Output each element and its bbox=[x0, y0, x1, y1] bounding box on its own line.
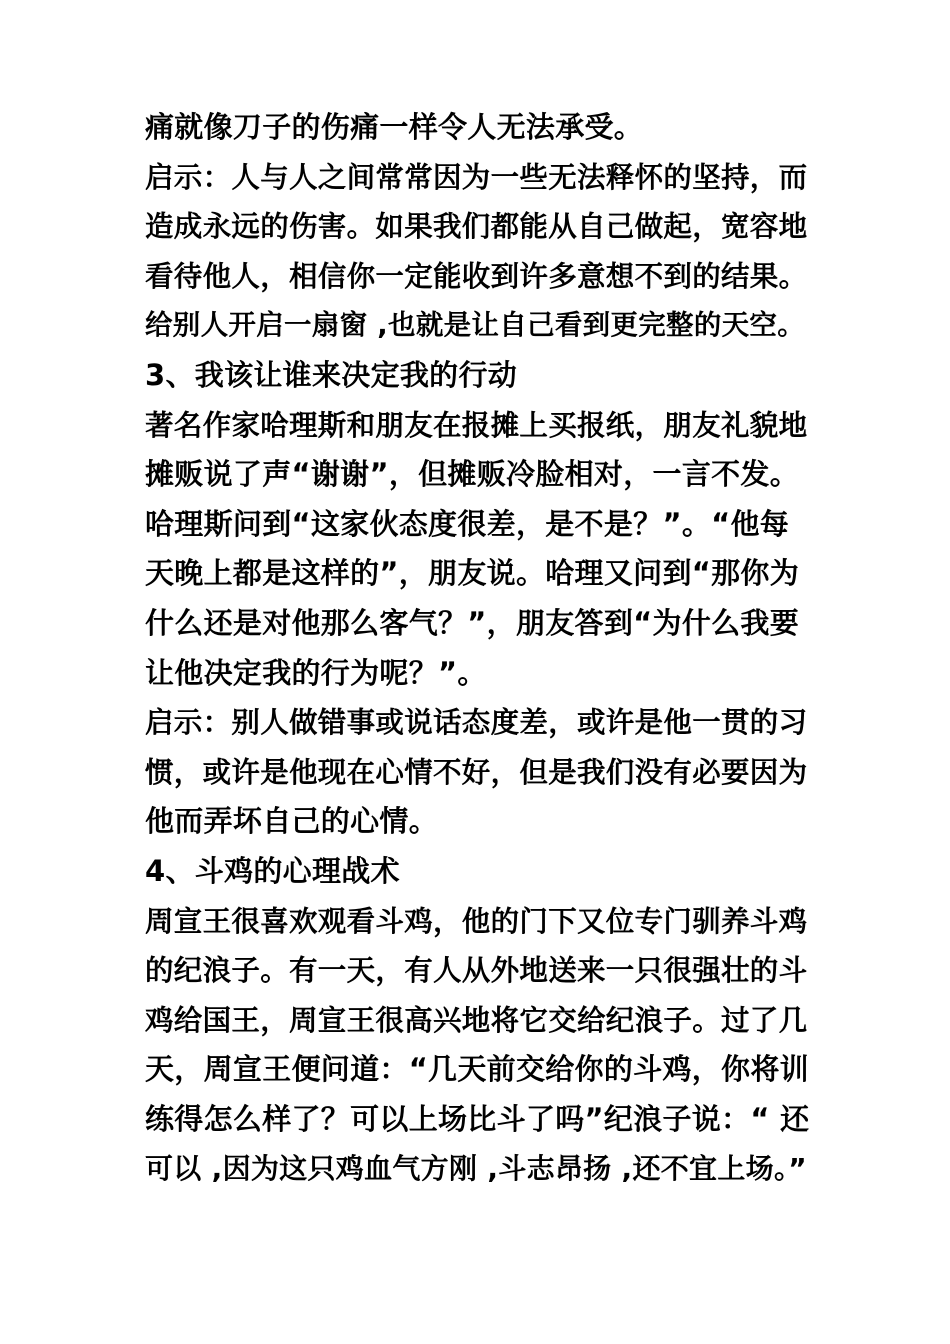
text-line: 的纪浪子。有一天，有人从外地送来一只很强壮的斗 bbox=[145, 954, 808, 988]
text-line: 周宣王很喜欢观看斗鸡，他的门下又位专门驯养斗鸡 bbox=[145, 904, 808, 938]
text-line: 让他决定我的行为呢？”。 bbox=[145, 655, 487, 690]
text-line: 著名作家哈理斯和朋友在报摊上买报纸，朋友礼貌地 bbox=[145, 408, 808, 442]
text-line: 摊贩说了声“谢谢”，但摊贩冷脸相对，一言不发。 bbox=[145, 457, 800, 492]
section-heading: 4、斗鸡的心理战术 bbox=[145, 853, 400, 888]
body-text bbox=[145, 103, 815, 1194]
text-line: 练得怎么样了？可以上场比斗了吗”纪浪子说：“ 还 bbox=[145, 1101, 810, 1136]
text-line: 启示：人与人之间常常因为一些无法释怀的坚持，而 bbox=[145, 160, 808, 194]
text-line: 启示：别人做错事或说话态度差，或许是他一贯的习 bbox=[145, 706, 808, 740]
text-line: 天，周宣王便问道：“几天前交给你的斗鸡，你将训 bbox=[145, 1052, 809, 1087]
text-line: 痛就像刀子的伤痛一样令人无法承受。 bbox=[145, 110, 644, 144]
text-line: 他而弄坏自己的心情。 bbox=[145, 804, 439, 839]
text-line: 造成永远的伤害。如果我们都能从自己做起，宽容地 bbox=[145, 210, 808, 244]
section-heading: 3、我该让谁来决定我的行动 bbox=[145, 357, 518, 392]
text-line: 鸡给国王，周宣王很高兴地将它交给纪浪子。过了几 bbox=[145, 1003, 808, 1037]
text-line: 给别人开启一扇窗 ,也就是让自己看到更完整的天空。 bbox=[145, 309, 806, 342]
text-line: 哈理斯问到“这家伙态度很差，是不是？”。“他每 bbox=[145, 506, 790, 541]
text-line: 可以 ,因为这只鸡血气方刚 ,斗志昂扬 ,还不宜上场。” bbox=[145, 1152, 807, 1186]
text-line: 天晚上都是这样的”，朋友说。哈理又问到“那你为 bbox=[145, 556, 800, 591]
text-line: 什么还是对他那么客气？”，朋友答到“为什么我要 bbox=[145, 605, 800, 640]
text-line: 惯，或许是他现在心情不好，但是我们没有必要因为 bbox=[145, 755, 808, 789]
text-line: 看待他人，相信你一定能收到许多意想不到的结果。 bbox=[145, 259, 808, 293]
